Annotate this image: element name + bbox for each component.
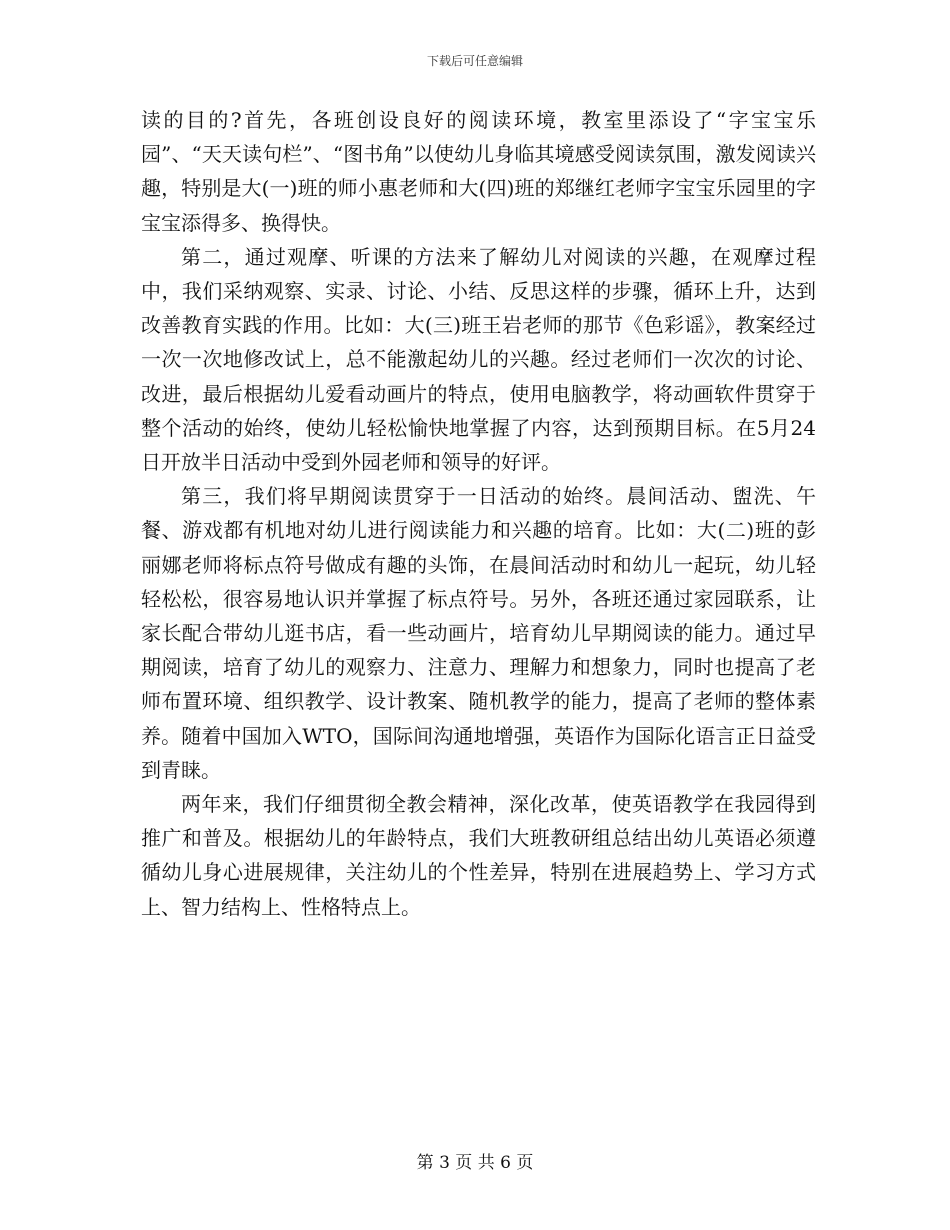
- document-body: [141, 103, 816, 924]
- paragraph-3: 第三，我们将早期阅读贯穿于一日活动的始终。晨间活动、盥洗、午餐、游戏都有机地对幼儿进行阅读能力和兴趣的培育。比如：大(二)班的彭丽娜老师将标点符号做成有趣的头饰，在晨间活动时和幼儿一起玩，幼儿轻轻松松，很容易地认识并掌握了标点符号。另外，各班还通过家园联系，让家长配合带幼儿逛书店，看一些动画片，培育幼儿早期阅读的能力。通过早期阅读，培育了幼儿的观察力、注意力、理解力和想象力，同时也提高了老师布置环境、组织教学、设计教案、随机教学的能力，提高了老师的整体素养。随着中国加入WTO，国际间沟通地增强，英语作为国际化语言正日益受到青睐。: [141, 484, 816, 782]
- page-number: 第 3 页 共 6 页: [416, 1153, 534, 1173]
- paragraph-1: 读的目的?首先，各班创设良好的阅读环境，教室里添设了“字宝宝乐园”、“天天读句栏”、“图书角”以使幼儿身临其境感受阅读氛围，激发阅读兴趣，特别是大(一)班的师小惠老师和大(四)班的郑继红老师字宝宝乐园里的字宝宝添得多、换得快。: [141, 108, 816, 235]
- paragraph-4: 两年来，我们仔细贯彻全教会精神，深化改革，使英语教学在我园得到推广和普及。根据幼儿的年龄特点，我们大班教研组总结出幼儿英语必须遵循幼儿身心进展规律，关注幼儿的个性差异，特别在进展趋势上、学习方式上、智力结构上、性格特点上。: [141, 792, 816, 919]
- page-header-note: 下载后可任意编辑: [426, 54, 523, 68]
- paragraph-2: 第二，通过观摩、听课的方法来了解幼儿对阅读的兴趣，在观摩过程中，我们采纳观察、实录、讨论、小结、反思这样的步骤，循环上升，达到改善教育实践的作用。比如：大(三)班王岩老师的那节《色彩谣》，教案经过一次一次地修改试上，总不能激起幼儿的兴趣。经过老师们一次次的讨论、改进，最后根据幼儿爱看动画片的特点，使用电脑教学，将动画软件贯穿于整个活动的始终，使幼儿轻松愉快地掌握了内容，达到预期目标。在5月24日开放半日活动中受到外园老师和领导的好评。: [141, 244, 816, 475]
